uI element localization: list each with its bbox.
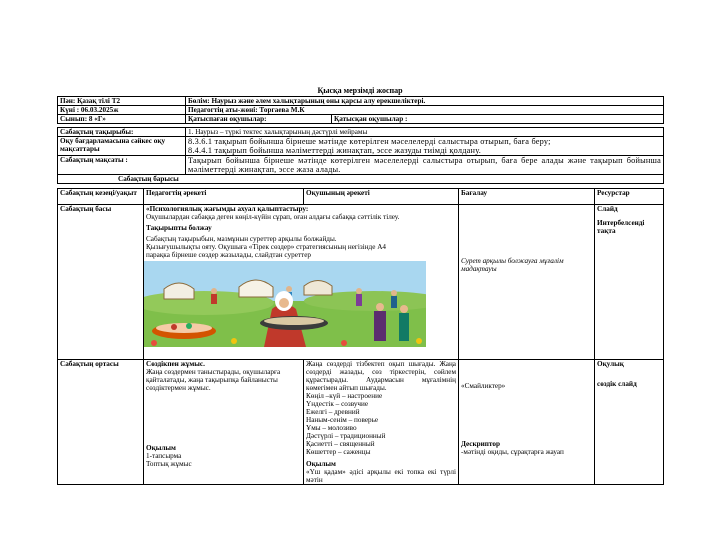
lesson-plan-page: [57, 86, 663, 485]
start-resources: [595, 205, 664, 360]
vocab-item: Ұмы – молозиво: [306, 424, 357, 432]
stage-start: Сабақтың басы: [58, 205, 144, 360]
task-1: 1-тапсырма: [146, 452, 182, 460]
topic-label: Сабақтың тақырыбы:: [58, 128, 186, 137]
resource-dictionary: сөздік слайд: [597, 380, 637, 388]
objectives-table: [57, 127, 664, 184]
descriptor-text: -мәтінді оқиды, сұрақтарға жауап: [461, 448, 564, 456]
group-work: Топтық жұмыс: [146, 460, 192, 468]
objective-1: 8.3.6.1 тақырып бойынша бірнеше мәтінде көтерілген мәселелерді салыстыра отырып, баға беру;: [188, 137, 551, 146]
topic-guess-text-2: Қызығушылықты ояту. Оқушыға «Тірек сөздер» стратегиясының негізінде А4 парақка бірнеше сөздер жазылады, слайдтан суреттер: [146, 243, 386, 259]
objectives-value: [186, 137, 664, 156]
psych-text: Оқушылардан сабаққа деген көңіл-күйін сұрап, оған алдағы сабаққа сәттілік тілеу.: [146, 213, 400, 221]
subject-cell: Пән: Қазақ тілі Т2: [58, 97, 186, 106]
psych-title: «Психологиялық жағымды ахуал қалыптастыру:: [146, 205, 309, 213]
col-teacher: Педагогтің әрекеті: [144, 189, 304, 205]
objectives-label: Оқу бағдарламасына сәйкес оқу мақсаттары: [58, 137, 186, 156]
student-reading-text: «Үш қадам» әдісі арқылы екі топка екі түрлі мәтін: [306, 468, 456, 484]
middle-assessment: [459, 360, 595, 485]
reading-title: Оқылым: [146, 444, 176, 452]
page-title: Қысқа мерзімді жоспар: [317, 86, 403, 95]
vocab-item: Көңіл –күй – настроение: [306, 392, 383, 400]
date-cell: Күні : 06.03.2025ж: [58, 106, 186, 115]
vocab-item: Үндестік – созвучие: [306, 400, 369, 408]
stage-middle: Сабақтың ортасы: [58, 360, 144, 485]
start-assessment-text: Сурет арқылы болжауға мұғалім мадақтауы: [461, 257, 564, 273]
teacher-name-cell: Педагогтің аты-жөні: Торгаева М.К: [186, 106, 664, 115]
student-intro: Жаңа сөздерді тізбектеп оқып шығады. Жаңа сөздерді жазады, сөз тіркестерін, сөйлем құрастырады. Аудармасын мұғалімнің көмегімен айтып шығады.: [306, 360, 456, 392]
nauryz-illustration: [144, 261, 426, 347]
topic-value: 1. Наурыз – түркі тектес халықтарының дәстүрлі мейрамы: [186, 128, 664, 137]
info-table: [57, 96, 664, 124]
vocab-item: Ежелгі – древний: [306, 408, 360, 416]
class-cell: Сынып: 8 «Г»: [58, 115, 186, 124]
resource-board: Интербелсенді тақта: [597, 219, 645, 235]
progress-title: Сабақтың барысы: [58, 175, 664, 184]
objective-2: 8.4.4.1 тақырып бойынша мәліметтерді жинақтап, эссе жазуды тиімді қолдану.: [188, 146, 481, 155]
vocab-item: Көшеттер – саженцы: [306, 448, 371, 456]
resource-slide: Слайд: [597, 205, 618, 213]
smiley-assessment: «Смайликтер»: [461, 382, 506, 390]
nauryz-illustration-svg: [144, 261, 426, 347]
section-cell: Бөлім: Наурыз және әлем халықтарының оны қарсы алу ерекшеліктері.: [186, 97, 664, 106]
student-reading-title: Оқылым: [306, 460, 336, 468]
col-stage: Сабақтың кезеңі/уақыт: [58, 189, 144, 205]
present-cell: Қатысқан оқушылар :: [332, 115, 664, 124]
descriptor-title: Дескриптор: [461, 440, 500, 448]
middle-teacher: [144, 360, 304, 485]
middle-student: [304, 360, 459, 485]
vocab-item: Наным-сенім – поверье: [306, 416, 379, 424]
vocab-item: Дәстүрлі – традиционный: [306, 432, 386, 440]
lesson-goal-value: Тақырып бойынша бірнеше мәтінде көтерілген мәселелерді салыстыра отырып, баға бере алады және тақырып бойынша мәліметтерді жинақтап, эссе жаза алады.: [186, 156, 664, 175]
col-assessment: Бағалау: [459, 189, 595, 205]
vocab-work-text: Жаңа сөздермен таныстырады, оқушыларға қайталатады, жаңа тақырыпқа байланысты сөздіктермен жұмыс.: [146, 368, 281, 392]
topic-guess-title: Тақырыпты болжау: [146, 224, 212, 232]
vocab-item: Қасиетті – священный: [306, 440, 375, 448]
start-assessment: [459, 205, 595, 360]
progress-table: [57, 188, 664, 485]
start-activity: [144, 205, 459, 360]
lesson-goal-label: Сабақтың мақсаты :: [58, 156, 186, 175]
resource-textbook: Оқулық: [597, 360, 624, 368]
topic-guess-text-1: Сабақтың тақырыбын, мазмұнын суреттер арқылы болжайды.: [146, 235, 337, 243]
vocab-work-title: Сөздікпен жұмыс.: [146, 360, 205, 368]
col-student: Оқушының әрекеті: [304, 189, 459, 205]
absent-cell: Қатыспаған оқушылар:: [186, 115, 332, 124]
col-resources: Ресурстар: [595, 189, 664, 205]
middle-resources: [595, 360, 664, 485]
